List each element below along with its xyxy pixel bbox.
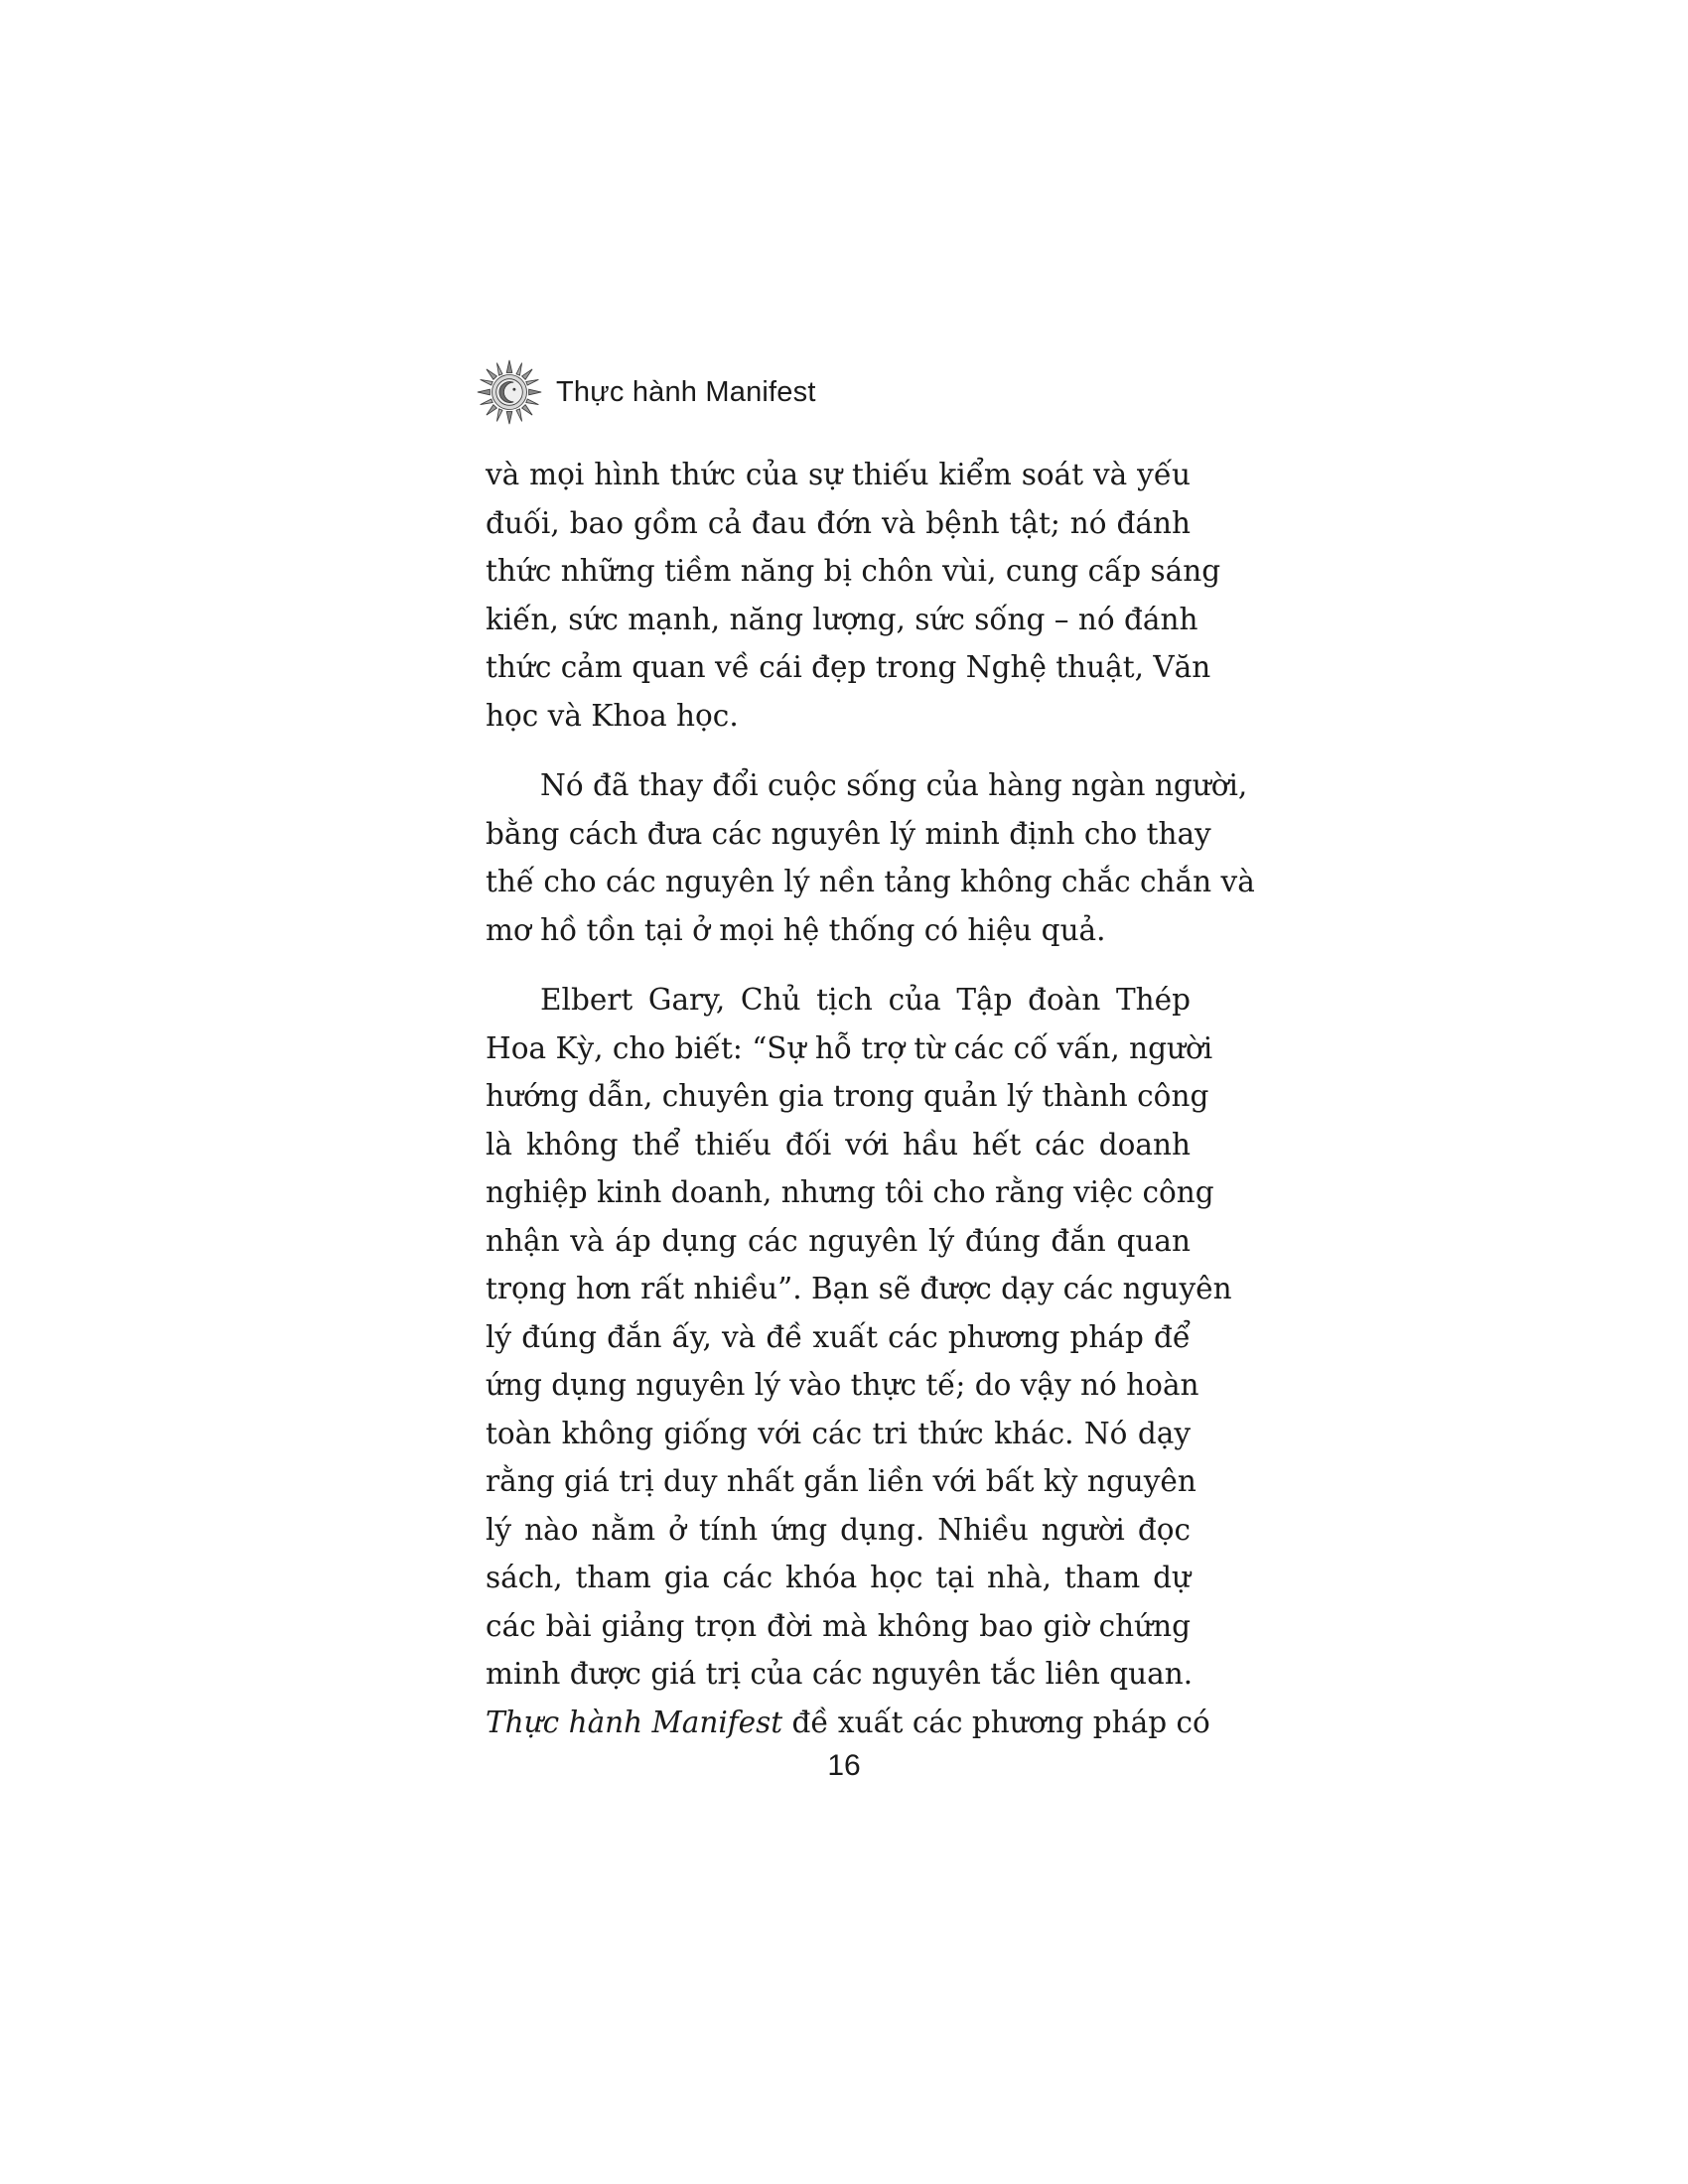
text-line: lý đúng đắn ấy, và đề xuất các phương pháp để bbox=[486, 1319, 1191, 1354]
text-line: thức những tiềm năng bị chôn vùi, cung cấp sáng bbox=[486, 554, 1221, 588]
text-line: mơ hồ tồn tại ở mọi hệ thống có hiệu quả. bbox=[486, 912, 1106, 947]
text-line: và mọi hình thức của sự thiếu kiểm soát và yếu bbox=[486, 458, 1191, 491]
text-line: minh được giá trị của các nguyên tắc liên quan. bbox=[486, 1657, 1194, 1691]
text-line: kiến, sức mạnh, năng lượng, sức sống – nó đánh bbox=[486, 602, 1198, 636]
paragraph-1 bbox=[486, 451, 1221, 740]
book-title-italic: Thực hành Manifest bbox=[486, 1705, 783, 1739]
paragraph-3 bbox=[486, 976, 1232, 1746]
text-line: hướng dẫn, chuyên gia trong quản lý thành công bbox=[486, 1079, 1209, 1113]
text-line: ứng dụng nguyên lý vào thực tế; do vậy nó hoàn bbox=[486, 1368, 1199, 1402]
running-header bbox=[475, 357, 816, 427]
text-line: nghiệp kinh doanh, nhưng tôi cho rằng việc công bbox=[486, 1175, 1214, 1209]
body-text bbox=[486, 451, 1255, 1746]
text-line: rằng giá trị duy nhất gắn liền với bất kỳ nguyên bbox=[486, 1464, 1196, 1498]
text-line: nhận và áp dụng các nguyên lý đúng đắn quan bbox=[486, 1223, 1191, 1258]
text-line: sách, tham gia các khóa học tại nhà, tham dự bbox=[486, 1561, 1191, 1594]
text-line: thế cho các nguyên lý nền tảng không chắc chắn và bbox=[486, 865, 1255, 898]
running-header-title: Thực hành Manifest bbox=[556, 375, 816, 408]
final-line-rest: đề xuất các phương pháp có bbox=[782, 1705, 1210, 1739]
text-line: trọng hơn rất nhiều”. Bạn sẽ được dạy các nguyên bbox=[486, 1272, 1232, 1305]
paragraph-2 bbox=[486, 761, 1255, 954]
text-line: Nó đã thay đổi cuộc sống của hàng ngàn người, bbox=[540, 768, 1248, 802]
text-line: học và Khoa học. bbox=[486, 698, 739, 733]
text-line: toàn không giống với các tri thức khác. Nó dạy bbox=[486, 1416, 1191, 1450]
text-line-final bbox=[486, 1699, 1210, 1747]
page-number: 16 bbox=[827, 1749, 861, 1782]
text-line: bằng cách đưa các nguyên lý minh định cho thay bbox=[486, 816, 1211, 851]
text-line: lý nào nằm ở tính ứng dụng. Nhiều người đọc bbox=[486, 1512, 1191, 1547]
text-line: là không thể thiếu đối với hầu hết các doanh bbox=[486, 1127, 1191, 1161]
sun-moon-emblem-icon bbox=[475, 357, 544, 427]
text-line: Hoa Kỳ, cho biết: “Sự hỗ trợ từ các cố vấn, người bbox=[486, 1030, 1213, 1065]
text-line: đuối, bao gồm cả đau đớn và bệnh tật; nó đánh bbox=[486, 505, 1191, 540]
text-line: thức cảm quan về cái đẹp trong Nghệ thuật, Văn bbox=[486, 650, 1211, 684]
text-line: Elbert Gary, Chủ tịch của Tập đoàn Thép bbox=[540, 983, 1191, 1017]
text-line: các bài giảng trọn đời mà không bao giờ chứng bbox=[486, 1608, 1191, 1643]
